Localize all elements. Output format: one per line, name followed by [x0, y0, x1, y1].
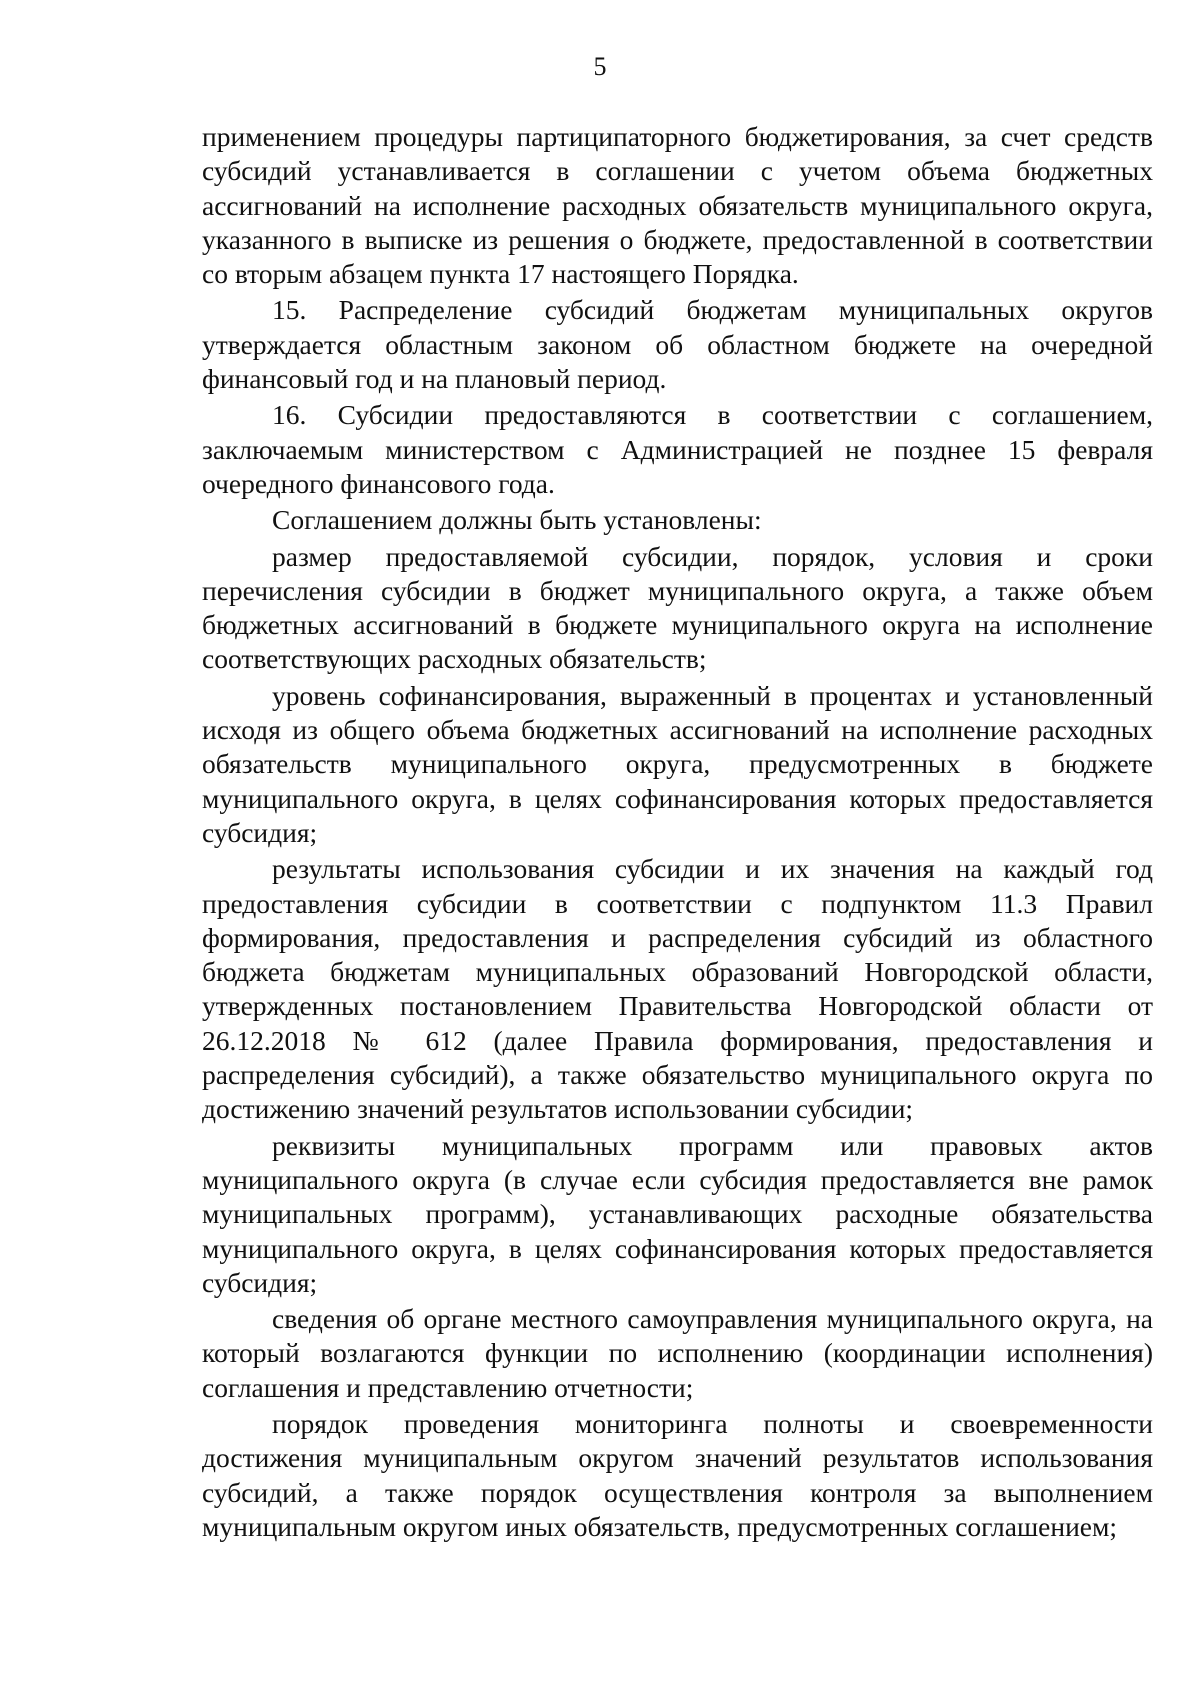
- document-body: [202, 120, 1153, 1546]
- paragraph-item-15: 15. Распределение субсидий бюджетам муниципальных округов утверждается областным законом об областном бюджете на очередной финансовый год и на плановый период.: [202, 294, 1153, 395]
- paragraph-agreement-intro: Соглашением должны быть установлены:: [272, 504, 762, 536]
- paragraph-program-details: реквизиты муниципальных программ или правовых актов муниципального округа (в случае если субсидия предоставляется вне рамок муниципальных программ), устанавливающих расходные обязательства муниципального округа, в целях софинансирования которых предоставляется субсидия;: [202, 1129, 1153, 1298]
- paragraph-subsidy-size: размер предоставляемой субсидии, порядок, условия и сроки перечисления субсидии в бюджет муниципального округа, а также объем бюджетных ассигнований в бюджете муниципального округа на исполнение соответствующих расходных обязательств;: [202, 540, 1153, 675]
- paragraph-authority-info: сведения об органе местного самоуправления муниципального округа, на который возлагаются функции по исполнению (координации исполнения) соглашения и представлению отчетности;: [202, 1303, 1153, 1403]
- paragraph-cofinancing-level: уровень софинансирования, выраженный в процентах и установленный исходя из общего объема бюджетных ассигнований на исполнение расходных обязательств муниципального округа, предусмотренных в бюджете муниципального округа, в целях софинансирования которых предоставляется субсидия;: [202, 679, 1153, 848]
- paragraph-item-16: 16. Субсидии предоставляются в соответствии с соглашением, заключаемым министерством с Администрацией не позднее 15 февраля очередного финансового года.: [202, 399, 1153, 499]
- paragraph-continuation: применением процедуры партиципаторного бюджетирования, за счет средств субсидий устанавливается в соглашении с учетом объема бюджетных ассигнований на исполнение расходных обязательств муниципального округа, указанного в выписке из решения о бюджете, предоставленной в соответствии со вторым абзацем пункта 17 настоящего Порядка.: [202, 121, 1153, 290]
- page-number: 5: [593, 52, 607, 81]
- paragraph-monitoring: порядок проведения мониторинга полноты и своевременности достижения муниципальным округом значений результатов использования субсидий, а также порядок осуществления контроля за выполнением муниципальным округом иных обязательств, предусмотренных соглашением;: [202, 1407, 1153, 1542]
- paragraph-results: результаты использования субсидии и их значения на каждый год предоставления субсидии в соответствии с подпунктом 11.3 Правил формирования, предоставления и распределения субсидий из областного бюджета бюджетам муниципальных образований Новгородской области, утвержденных постановлением Правительства Новгородской области от 26.12.2018 № 612 (далее Правила формирования, предоставления и распределения субсидий), а также обязательство муниципального округа по достижению значений результатов использовании субсидии;: [202, 853, 1153, 1125]
